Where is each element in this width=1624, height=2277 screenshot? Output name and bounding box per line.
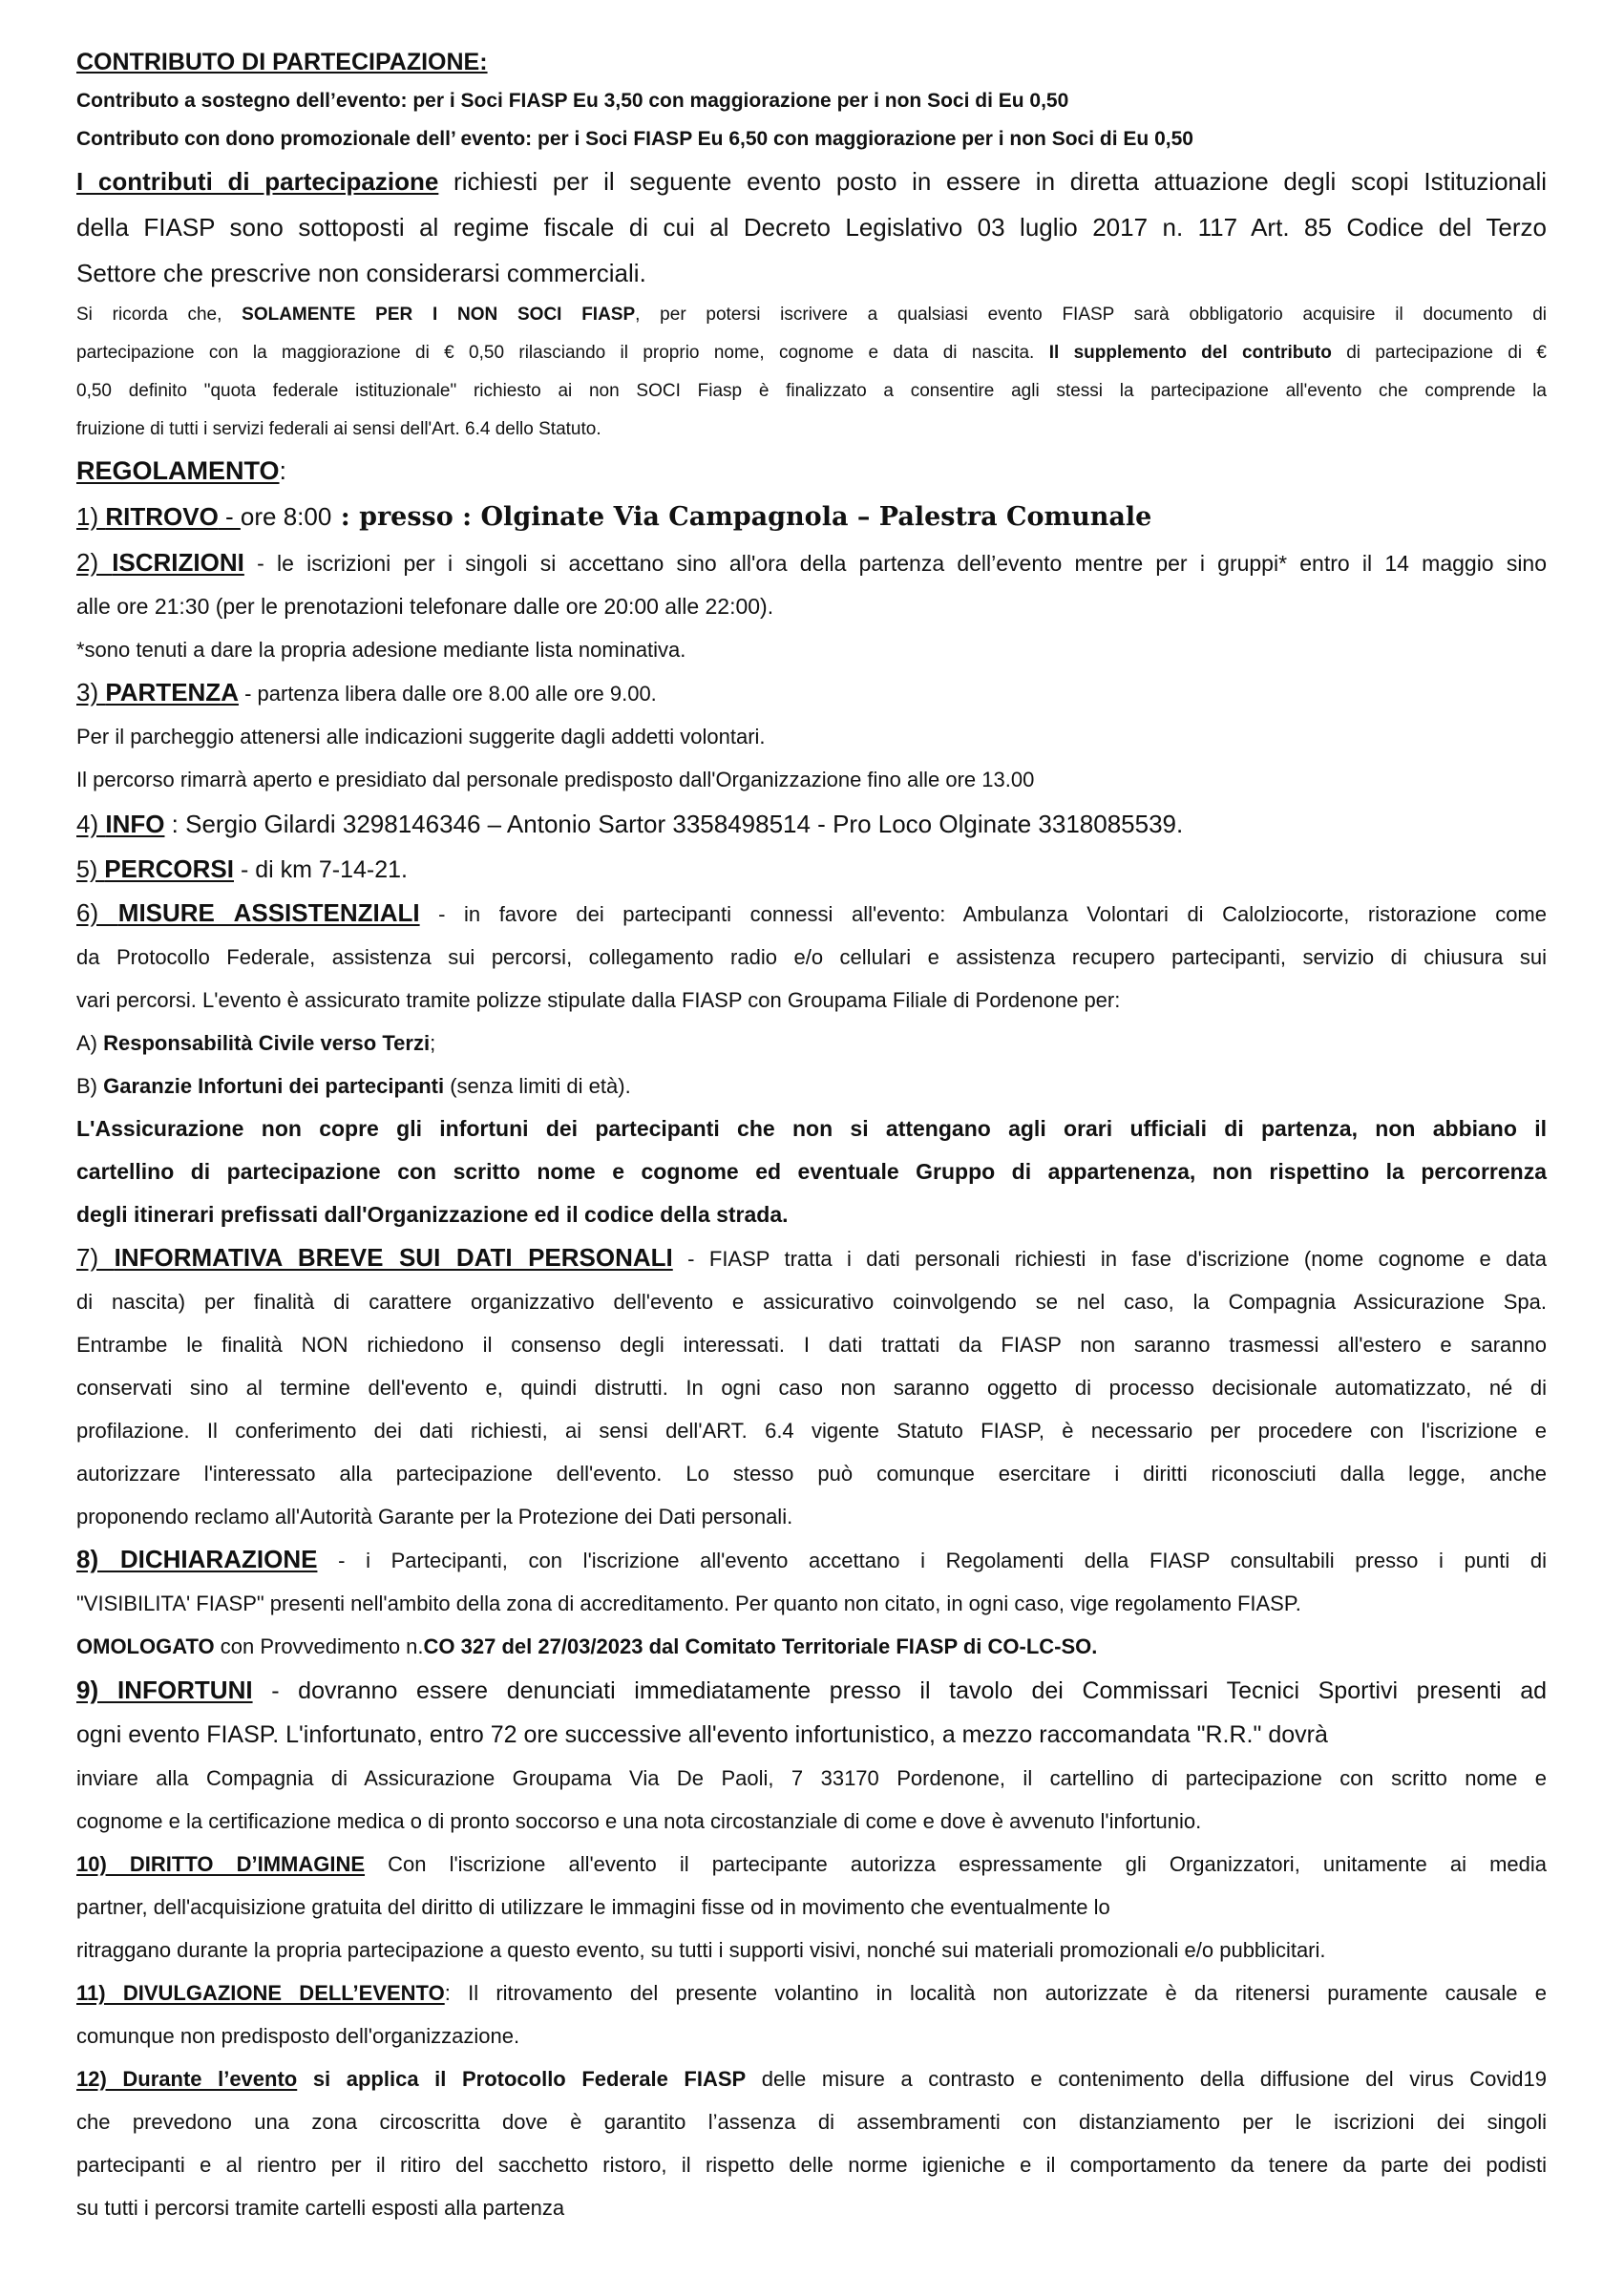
s6-warning-1: L'Assicurazione non copre gli infortuni dei partecipanti che non si attengano agli orari ufficiali di partenza, non abbiano il bbox=[76, 1116, 1547, 1141]
s5-text: - di km 7-14-21. bbox=[234, 856, 409, 883]
s1-time: ore 8:00 bbox=[240, 502, 332, 531]
s1-num: 1) bbox=[76, 502, 106, 531]
s12-line-1: delle misure a contrasto e contenimento della diffusione del virus Covid19 bbox=[746, 2067, 1548, 2091]
intro-lead: I contributi di partecipazione bbox=[76, 167, 439, 196]
s4-label: INFO bbox=[105, 810, 165, 838]
section-10-diritto-immagine bbox=[76, 1843, 1547, 1886]
s1-place: : presso : Olginate Via Campagnola – Palestra Comunale bbox=[331, 502, 1152, 532]
s3-num: 3) bbox=[76, 678, 106, 706]
s2-line-2: alle ore 21:30 (per le prenotazioni telefonare dalle ore 20:00 alle 22:00). bbox=[76, 594, 774, 619]
s8-omologato bbox=[76, 1625, 1547, 1668]
section-8-dichiarazione bbox=[76, 1538, 1547, 1582]
s1-dash: - bbox=[218, 502, 241, 531]
s3-line-1: - partenza libera dalle ore 8.00 alle ore 9.00. bbox=[238, 682, 657, 706]
contributo-line-1: Contributo a sostegno dell’evento: per i Soci FIASP Eu 3,50 con maggiorazione per i non Soci di Eu 0,50 bbox=[76, 90, 1069, 112]
s9-line-4: cognome e la certificazione medica o di pronto soccorso e una nota circostanziale di come e dove è avvenuto l'infortunio. bbox=[76, 1809, 1202, 1833]
s6-item-a bbox=[76, 1022, 1547, 1065]
s8-line-2: "VISIBILITA' FIASP" presenti nell'ambito della zona di accreditamento. Per quanto non citato, in ogni caso, vige regolamento FIASP. bbox=[76, 1592, 1301, 1615]
s6-line-2: da Protocollo Federale, assistenza sui percorsi, collegamento radio e/o cellulari e assistenza recupero partecipanti, servizio di chiusura sui bbox=[76, 945, 1547, 969]
s6-line-1: - in favore dei partecipanti connessi all'evento: Ambulanza Volontari di Calolziocorte, ristorazione come bbox=[419, 902, 1547, 926]
regolamento-title bbox=[76, 449, 1547, 493]
s7-line-2: di nascita) per finalità di carattere organizzativo dell'evento e assicurativo coinvolgendo se nel caso, la Compagnia Assicurazione Spa. bbox=[76, 1290, 1547, 1314]
note-text-1c: , per potersi iscrivere a qualsiasi evento FIASP sarà obbligatorio acquisire il documento di bbox=[635, 305, 1547, 325]
s12-line-2: che prevedono una zona circoscritta dove è garantito l’assenza di assembramenti con distanziamento per le iscrizioni dei singoli bbox=[76, 2110, 1547, 2134]
s9-line-3: inviare alla Compagnia di Assicurazione Groupama Via De Paoli, 7 33170 Pordenone, il cartellino di partecipazione con scritto nome e bbox=[76, 1766, 1547, 1790]
s2-line-3: *sono tenuti a dare la propria adesione mediante lista nominativa. bbox=[76, 638, 686, 662]
s9-label: 9) INFORTUNI bbox=[76, 1676, 253, 1704]
s4-text: : Sergio Gilardi 3298146346 – Antonio Sartor 3358498514 - Pro Loco Olginate 3318085539. bbox=[164, 810, 1184, 838]
s8-line-1: - i Partecipanti, con l'iscrizione all'evento accettano i Regolamenti della FIASP consultabili presso i punti di bbox=[317, 1549, 1547, 1572]
contributo-intro-line-3: Settore che prescrive non considerarsi commerciali. bbox=[76, 259, 646, 287]
note-text-2b: Il supplemento del contributo bbox=[1048, 343, 1332, 363]
contributo-line-2: Contributo con dono promozionale dell’ evento: per i Soci FIASP Eu 6,50 con maggiorazione per i non Soci di Eu 0,50 bbox=[76, 128, 1193, 150]
s3-label: PARTENZA bbox=[105, 678, 239, 706]
s7-num: 7) bbox=[76, 1243, 115, 1272]
note-text-2a: partecipazione con la maggiorazione di € 0,50 rilasciando il proprio nome, cognome e data di nascita. bbox=[76, 343, 1049, 363]
intro-text-1: richiesti per il seguente evento posto in essere in diretta attuazione degli scopi Istituzionali bbox=[438, 167, 1548, 196]
regolamento-title-colon: : bbox=[279, 456, 287, 485]
s8-omologato-word: OMOLOGATO bbox=[76, 1634, 215, 1658]
s9-line-1: - dovranno essere denunciati immediatamente presso il tavolo dei Commissari Tecnici Sportivi presenti ad bbox=[252, 1677, 1547, 1704]
s7-label: INFORMATIVA BREVE SUI DATI PERSONALI bbox=[114, 1243, 673, 1272]
contributo-intro-line-2: della FIASP sono sottoposti al regime fiscale di cui al Decreto Legislativo 03 luglio 2017 n. 117 Art. 85 Codice del Terzo bbox=[76, 213, 1547, 242]
regolamento-title-text: REGOLAMENTO bbox=[76, 456, 280, 485]
s7-line-1: - FIASP tratta i dati personali richiesti in fase d'iscrizione (nome cognome e data bbox=[672, 1247, 1547, 1271]
s2-line-1: - le iscrizioni per i singoli si accettano sino all'ora della partenza dell’evento mentre per i gruppi* entro il 14 maggio sino bbox=[243, 551, 1548, 576]
section-12-protocollo bbox=[76, 2057, 1547, 2100]
s11-line-1: : Il ritrovamento del presente volantino in località non autorizzate è da ritenersi puramente causale e bbox=[444, 1981, 1547, 2005]
s12-line-3: partecipanti e al rientro per il ritiro del sacchetto ristoro, il rispetto delle norme igieniche e il comportamento da tenere da parte dei podisti bbox=[76, 2153, 1547, 2177]
s6-num: 6) bbox=[76, 898, 118, 927]
s6-warning-2: cartellino di partecipazione con scritto nome e cognome ed eventuale Gruppo di appartenenza, non rispettino la percorrenza bbox=[76, 1159, 1547, 1184]
s12-line-4: su tutti i percorsi tramite cartelli esposti alla partenza bbox=[76, 2196, 565, 2220]
s5-label: PERCORSI bbox=[104, 854, 234, 883]
s7-line-3: Entrambe le finalità NON richiedono il consenso degli interessati. I dati trattati da FIASP non saranno trasmessi all'estero e saranno bbox=[76, 1333, 1547, 1357]
s8-label: 8) DICHIARAZIONE bbox=[76, 1545, 318, 1573]
s7-line-6: autorizzare l'interessato alla partecipazione dell'evento. Lo stesso può comunque esercitare i diritti riconosciuti dalla legge, anche bbox=[76, 1462, 1547, 1486]
s5-num: 5) bbox=[76, 856, 105, 883]
section-1-ritrovo bbox=[76, 493, 1547, 541]
note-text-1b: SOLAMENTE PER I NON SOCI FIASP bbox=[242, 305, 636, 325]
s6-a-bold: Responsabilità Civile verso Terzi bbox=[103, 1031, 431, 1055]
s7-line-4: conservati sino al termine dell'evento e, quindi distrutti. In ogni caso non saranno oggetto di processo decisionale automatizzato, né di bbox=[76, 1376, 1547, 1400]
contributo-section bbox=[76, 42, 1547, 449]
s7-line-7: proponendo reclamo all'Autorità Garante per la Protezione dei Dati personali. bbox=[76, 1505, 793, 1529]
contributo-intro-line-1 bbox=[76, 158, 1547, 204]
section-9-infortuni bbox=[76, 1668, 1547, 1713]
contributo-title: CONTRIBUTO DI PARTECIPAZIONE: bbox=[76, 49, 488, 75]
section-5-percorsi bbox=[76, 847, 1547, 892]
s8-omologato-mid: con Provvedimento n. bbox=[214, 1634, 424, 1658]
s12-label: 12) Durante l’evento bbox=[76, 2067, 298, 2091]
s1-label: RITROVO bbox=[105, 502, 219, 531]
s6-b-bold: Garanzie Infortuni dei partecipanti bbox=[103, 1074, 445, 1098]
section-6-misure bbox=[76, 892, 1547, 936]
section-2-iscrizioni bbox=[76, 541, 1547, 585]
s6-b-pre: B) bbox=[76, 1074, 104, 1098]
s2-num: 2) bbox=[76, 548, 113, 577]
regolamento-section bbox=[76, 449, 1547, 2229]
note-line-3: 0,50 definito "quota federale istituzionale" richiesto ai non SOCI Fiasp è finalizzato a consentire agli stessi la partecipazione all'evento che comprende la bbox=[76, 381, 1547, 401]
note-text-1a: Si ricorda che, bbox=[76, 305, 243, 325]
s10-line-3: ritraggano durante la propria partecipazione a questo evento, su tutti i supporti visivi, nonché sui materiali promozionali e/o pubblicitari. bbox=[76, 1938, 1326, 1962]
s6-a-pre: A) bbox=[76, 1031, 104, 1055]
s6-b-post: (senza limiti di età). bbox=[444, 1074, 631, 1098]
s10-label: 10) DIRITTO D’IMMAGINE bbox=[76, 1852, 366, 1876]
s11-label: 11) DIVULGAZIONE DELL’EVENTO bbox=[76, 1981, 445, 2005]
s6-warning-3: degli itinerari prefissati dall'Organizzazione ed il codice della strada. bbox=[76, 1202, 789, 1227]
s6-item-b bbox=[76, 1065, 1547, 1107]
s3-line-2: Per il parcheggio attenersi alle indicazioni suggerite dagli addetti volontari. bbox=[76, 725, 766, 748]
s4-num: 4) bbox=[76, 810, 106, 838]
s6-a-post: ; bbox=[430, 1031, 436, 1055]
section-4-info bbox=[76, 801, 1547, 847]
s6-label: MISURE ASSISTENZIALI bbox=[117, 898, 420, 927]
note-text-2c: di partecipazione di € bbox=[1331, 343, 1547, 363]
note-line-1 bbox=[76, 296, 1547, 334]
s6-line-3: vari percorsi. L'evento è assicurato tramite polizze stipulate dalla FIASP con Groupama Filiale di Pordenone per: bbox=[76, 988, 1121, 1012]
s11-line-2: comunque non predisposto dell'organizzazione. bbox=[76, 2024, 520, 2048]
s12-bold: si applica il Protocollo Federale FIASP bbox=[297, 2067, 747, 2091]
s8-omologato-ref: CO 327 del 27/03/2023 dal Comitato Territoriale FIASP di CO-LC-SO. bbox=[423, 1634, 1098, 1658]
s10-line-1: Con l'iscrizione all'evento il partecipante autorizza espressamente gli Organizzatori, unitamente ai media bbox=[365, 1852, 1547, 1876]
note-line-4: fruizione di tutti i servizi federali ai sensi dell'Art. 6.4 dello Statuto. bbox=[76, 419, 601, 439]
s2-label: ISCRIZIONI bbox=[112, 548, 244, 577]
s9-line-2: ogni evento FIASP. L'infortunato, entro 72 ore successive all'evento infortunistico, a mezzo raccomandata "R.R." dovrà bbox=[76, 1721, 1328, 1748]
note-line-2 bbox=[76, 334, 1547, 372]
s3-line-3: Il percorso rimarrà aperto e presidiato dal personale predisposto dall'Organizzazione fino alle ore 13.00 bbox=[76, 768, 1035, 791]
section-11-divulgazione bbox=[76, 1971, 1547, 2014]
s7-line-5: profilazione. Il conferimento dei dati richiesti, ai sensi dell'ART. 6.4 vigente Statuto FIASP, è necessario per procedere con l'iscrizione e bbox=[76, 1419, 1547, 1443]
section-3-partenza bbox=[76, 671, 1547, 715]
s10-line-2: partner, dell'acquisizione gratuita del diritto di utilizzare le immagini fisse od in movimento che eventualmente lo bbox=[76, 1895, 1110, 1919]
document-page bbox=[76, 42, 1547, 2229]
section-7-informativa bbox=[76, 1236, 1547, 1280]
